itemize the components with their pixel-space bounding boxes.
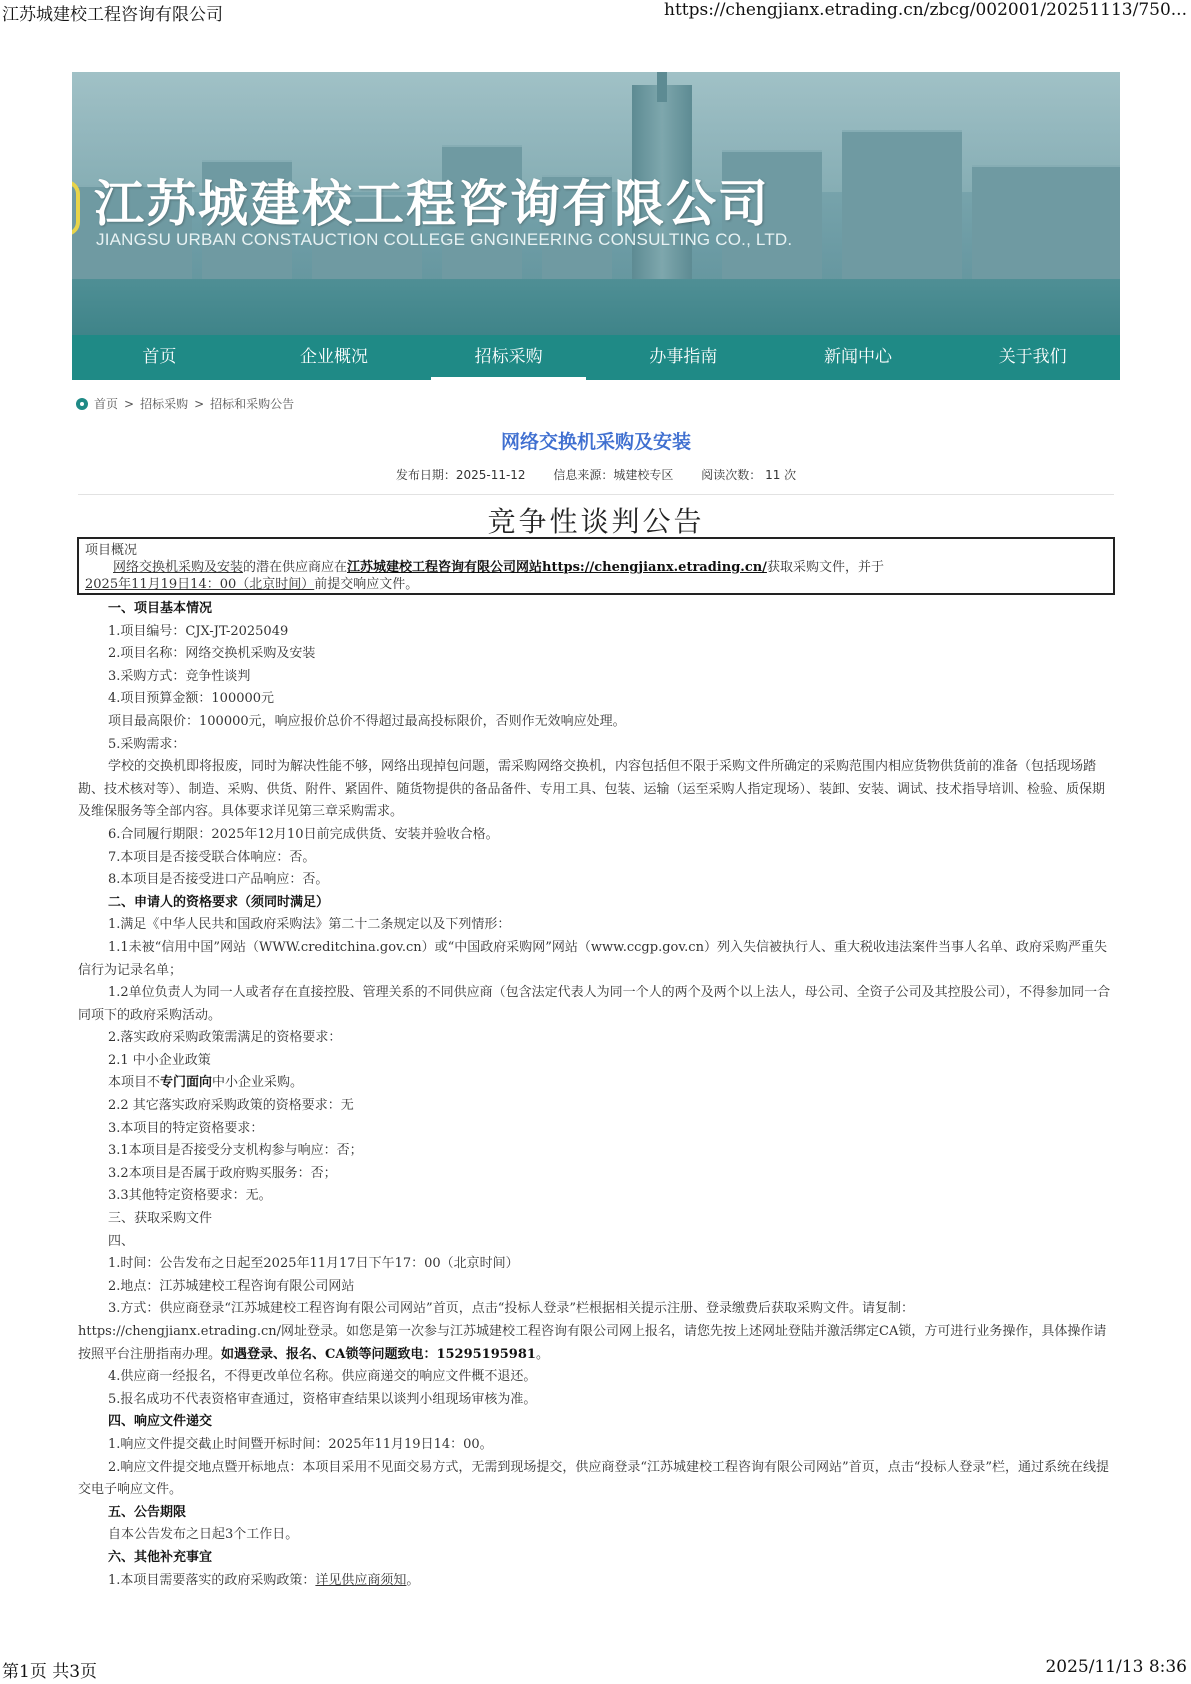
body-line: [78, 1570, 1114, 1593]
info-source: 信息来源：城建校专区: [553, 468, 674, 482]
document-body: [78, 598, 1114, 1592]
body-line: 项目最高限价：100000元，响应报价总价不得超过最高投标限价，否则作无效响应处理。: [108, 713, 626, 729]
body-text-part: 本项目不: [108, 1075, 161, 1091]
breadcrumb-tender[interactable]: 招标采购: [140, 397, 189, 411]
section-heading: 五、公告期限: [108, 1504, 187, 1520]
section-heading: 四、响应文件递交: [108, 1414, 213, 1430]
body-text-part: 。: [406, 1572, 420, 1588]
print-timestamp: 2025/11/13 8:36: [1045, 1657, 1187, 1677]
view-count: 阅读次数： 11 次: [701, 468, 797, 482]
logo-mark-icon: [72, 180, 80, 236]
document-heading: 竞争性谈判公告: [487, 505, 705, 538]
body-line: 5.报名成功不代表资格审查通过，资格审查结果以谈判小组现场审核为准。: [108, 1391, 537, 1407]
body-line: 2.项目名称：网络交换机采购及安装: [108, 646, 316, 662]
body-line: 4.项目预算金额：100000元: [108, 691, 275, 707]
nav-item-news[interactable]: 新闻中心: [824, 347, 893, 367]
nav-item-tender[interactable]: 招标采购: [421, 335, 596, 380]
overview-text: [85, 559, 1107, 593]
body-line: 6.合同履行期限：2025年12月10日前完成供货、安装并验收合格。: [108, 826, 499, 842]
site-banner: [72, 72, 1120, 335]
body-paragraph: 1.1未被“信用中国”网站（WWW.creditchina.gov.cn）或“中国政府采购网”网站（www.ccgp.gov.cn）列入失信被执行人、重大税收违法案件当事人名单、政府采购严重失信行为记录名单；: [78, 939, 1107, 978]
nav-item-guide[interactable]: 办事指南: [649, 347, 718, 367]
body-text-part: 3.方式：供应商登录“江苏城建校工程咨询有限公司网站”首页，点击“投标人登录”栏根据相关提示注册、登录缴费后获取采购文件。请复制：https://chengjianx.etrading.cn/网址登录。如您是第一次参与江苏城建校工程咨询有限公司网上报名，请您先按上述网址登陆并激活绑定CA锁，方可进行业务操作，具体操作请按照平台注册指南办理。: [78, 1301, 1107, 1362]
banner-tower-tip: [657, 72, 667, 102]
body-line: 5.采购需求：: [108, 736, 186, 752]
supplier-notice-link[interactable]: 详见供应商须知: [315, 1572, 407, 1588]
body-line: 7.本项目是否接受联合体响应：否。: [108, 849, 316, 865]
body-line: 1.时间：公告发布之日起至2025年11月17日下午17：00（北京时间）: [108, 1256, 519, 1272]
nav-item-company[interactable]: 企业概况: [300, 347, 368, 367]
body-line: 2.落实政府采购政策需满足的资格要求：: [108, 1030, 342, 1046]
breadcrumb: [76, 395, 294, 412]
body-line: 2.地点：江苏城建校工程咨询有限公司网站: [108, 1278, 355, 1294]
breadcrumb-home[interactable]: 首页: [94, 397, 119, 411]
location-pin-icon: [76, 398, 88, 410]
body-line: 2.1 中小企业政策: [108, 1052, 211, 1068]
body-line: 1.项目编号：CJX-JT-2025049: [108, 623, 289, 639]
body-line: 3.2本项目是否属于政府购买服务：否；: [108, 1165, 337, 1181]
section-heading: 二、申请人的资格要求（须同时满足）: [108, 894, 330, 910]
body-paragraph: 1.2单位负责人为同一人或者存在直接控股、管理关系的不同供应商（包含法定代表人为同一个人的两个及两个以上法人，母公司、全资子公司及其控股公司），不得参加同一合同项下的政府采购活动。: [78, 985, 1111, 1023]
section-heading: 一、项目基本情况: [108, 601, 213, 616]
main-nav: [72, 335, 1120, 380]
body-paragraph: [78, 1298, 1114, 1366]
overview-label: 项目概况: [85, 543, 138, 558]
body-text-part: 1.本项目需要落实的政府采购政策：: [108, 1572, 316, 1588]
banner-title-cn: 江苏城建校工程咨询有限公司: [94, 175, 770, 233]
body-line: 1.满足《中华人民共和国政府采购法》第二十二条规定以及下列情形：: [108, 917, 511, 933]
breadcrumb-separator: >: [124, 396, 135, 411]
body-text-part: 。: [535, 1346, 549, 1362]
nav-item-about[interactable]: 关于我们: [998, 347, 1067, 367]
body-line: 3.1本项目是否接受分支机构参与响应：否；: [108, 1143, 363, 1159]
body-line: 8.本项目是否接受进口产品响应：否。: [108, 872, 329, 888]
publish-date: 发布日期：2025-11-12: [395, 468, 526, 482]
overview-project-name: 网络交换机采购及安装: [113, 560, 244, 575]
body-line: 三、获取采购文件: [108, 1211, 213, 1227]
nav-item-home[interactable]: 首页: [142, 347, 177, 367]
body-line: 四、: [108, 1233, 135, 1249]
body-paragraph: 学校的交换机即将报废，同时为解决性能不够，网络出现掉包问题，需采购网络交换机，内容包括但不限于采购文件所确定的采购范围内相应货物供货前的准备（包括现场踏勘、技术核对等）、制造、采购、供货、附件、紧固件、随货物提供的备品备件、专用工具、包装、运输（运至采购人指定现场）、装卸、安装、调试、技术指导培训、检验、质保期及维保服务等全部内容。具体要求详见第三章采购需求。: [78, 759, 1106, 820]
print-header-title: 江苏城建校工程咨询有限公司: [2, 5, 223, 25]
overview-deadline: 2025年11月19日14：00（北京时间）: [85, 577, 315, 592]
overview-text-part: 获取采购文件，并于: [766, 560, 884, 575]
breadcrumb-separator: >: [194, 396, 205, 411]
body-paragraph: 2.响应文件提交地点暨开标地点：本项目采用不见面交易方式，无需到现场提交，供应商登录“江苏城建校工程咨询有限公司网站”首页，点击“投标人登录”栏，通过系统在线提交电子响应文件。: [78, 1459, 1109, 1498]
body-line: 自本公告发布之日起3个工作日。: [108, 1527, 299, 1543]
body-line: 3.3其他特定资格要求：无。: [108, 1188, 272, 1204]
project-overview-box: [77, 537, 1115, 595]
banner-strip: [72, 279, 1120, 335]
section-heading: 六、其他补充事宜: [108, 1549, 213, 1565]
divider: [78, 494, 1114, 495]
print-footer: [0, 1657, 1191, 1681]
body-line: [78, 1072, 1114, 1095]
page-indicator: 第1页 共3页: [2, 1662, 98, 1682]
body-text-part: 中小企业采购。: [212, 1075, 304, 1091]
banner-title-en: JIANGSU URBAN CONSTAUCTION COLLEGE GNGINEERING CONSULTING CO., LTD.: [96, 230, 793, 249]
print-header: [0, 0, 1191, 24]
body-line: 1.响应文件提交截止时间暨开标时间：2025年11月19日14：00。: [108, 1436, 493, 1452]
breadcrumb-current[interactable]: 招标和采购公告: [210, 397, 295, 411]
article-title: 网络交换机采购及安装: [500, 431, 691, 453]
body-line: 4.供应商一经报名，不得更改单位名称。供应商递交的响应文件概不退还。: [108, 1369, 537, 1385]
overview-text-part: 的潜在供应商应在: [243, 560, 348, 575]
body-bold-text: 专门面向: [160, 1075, 213, 1091]
overview-site-link[interactable]: 江苏城建校工程咨询有限公司网站https://chengjianx.etrading.cn/: [347, 560, 767, 575]
body-line: 2.2 其它落实政府采购政策的资格要求：无: [108, 1098, 354, 1114]
overview-text-part: 前提交响应文件。: [314, 577, 419, 592]
body-line: 3.本项目的特定资格要求：: [108, 1120, 264, 1136]
helpline-text: 如遇登录、报名、CA锁等问题致电：15295195981: [221, 1346, 536, 1362]
print-header-url: https://chengjianx.etrading.cn/zbcg/002001/20251113/750...: [664, 0, 1187, 20]
body-line: 3.采购方式：竞争性谈判: [108, 668, 251, 684]
article-meta: [72, 466, 1120, 483]
